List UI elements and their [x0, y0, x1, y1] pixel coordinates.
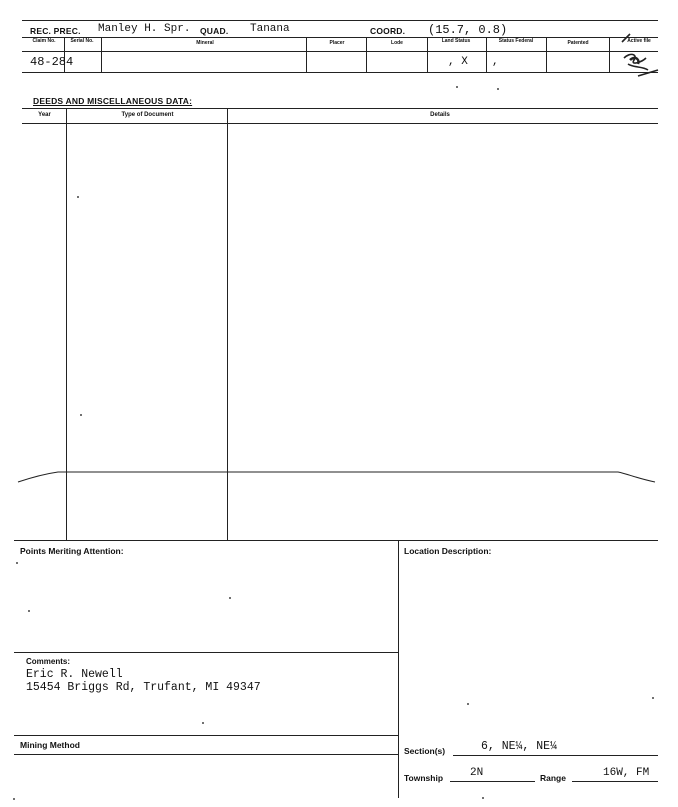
col-land-status: Land Status [441, 38, 471, 44]
col-lode: Lode [391, 40, 403, 46]
sections-value: 6, NE¼, NE¼ [481, 740, 557, 753]
col-serial-no: Serial No. [70, 38, 94, 44]
stray-mark [202, 722, 204, 724]
sections-label: Section(s) [404, 746, 446, 756]
range-value: 16W, FM [603, 767, 650, 779]
stray-mark [28, 610, 30, 612]
township-value: 2N [470, 767, 484, 779]
bottom-section-top-rule [14, 540, 658, 541]
points-meriting-attention-title: Points Meriting Attention: [20, 546, 124, 556]
stray-mark [13, 798, 15, 800]
comments-title: Comments: [26, 657, 71, 666]
comments-top-rule [14, 652, 398, 653]
col-mineral: Mineral [196, 40, 214, 46]
col-active-file: Active file [627, 38, 651, 44]
stray-mark [77, 196, 79, 198]
col-details: Details [430, 112, 450, 118]
rec-prec-label: REC. PREC. [30, 26, 81, 36]
mining-method-top-rule [14, 735, 398, 736]
quad-label: QUAD. [200, 26, 229, 36]
claim-col-divider [486, 37, 487, 72]
stray-mark [229, 597, 231, 599]
header-top-rule [22, 20, 658, 21]
page-fold-line [0, 462, 678, 492]
claim-col-divider [306, 37, 307, 72]
stray-mark [652, 697, 654, 699]
col-year: Year [38, 112, 51, 118]
stray-mark [497, 88, 499, 90]
coord-value: (15.7, 0.8) [428, 23, 508, 37]
claim-col-divider [101, 37, 102, 72]
stray-mark [467, 703, 469, 705]
claim-col-divider [609, 37, 610, 72]
stray-mark [80, 414, 82, 416]
claim-table-bottom-rule [22, 72, 658, 73]
coord-label: COORD. [370, 26, 406, 36]
range-label: Range [540, 773, 566, 783]
comments-line-2: 15454 Briggs Rd, Trufant, MI 49347 [26, 681, 261, 694]
claim-col-divider [427, 37, 428, 72]
stray-mark [482, 797, 484, 799]
township-underline [450, 781, 535, 782]
col-claim-no: Claim No. [32, 38, 56, 44]
col-type-of-document: Type of Document [121, 112, 174, 118]
quad-value: Tanana [250, 23, 290, 35]
rec-prec-value: Manley H. Spr. [98, 23, 191, 35]
range-underline [572, 781, 658, 782]
mining-method-rule [14, 754, 398, 755]
col-patented: Patented [567, 40, 589, 46]
claim-col-divider [366, 37, 367, 72]
claim-table-top-rule [22, 37, 658, 38]
comments-line-1: Eric R. Newell [26, 668, 123, 681]
status-federal-mark: , [492, 56, 499, 68]
deeds-title: DEEDS AND MISCELLANEOUS DATA: [33, 96, 193, 106]
col-placer: Placer [329, 40, 345, 46]
deeds-header-rule [22, 123, 658, 124]
mining-method-title: Mining Method [20, 740, 80, 750]
sections-underline [453, 755, 658, 756]
location-description-title: Location Description: [404, 546, 492, 556]
deeds-top-rule [22, 108, 658, 109]
stray-mark [16, 562, 18, 564]
claim-table-header-rule [22, 51, 658, 52]
bottom-section-divider [398, 540, 399, 798]
claim-no-value: 48-284 [30, 55, 74, 69]
col-status-federal: Status Federal [498, 38, 534, 44]
land-status-mark: , X [448, 56, 468, 68]
township-label: Township [404, 773, 444, 783]
claim-col-divider [546, 37, 547, 72]
stray-mark [456, 86, 458, 88]
signature-scribble-icon [612, 32, 662, 80]
